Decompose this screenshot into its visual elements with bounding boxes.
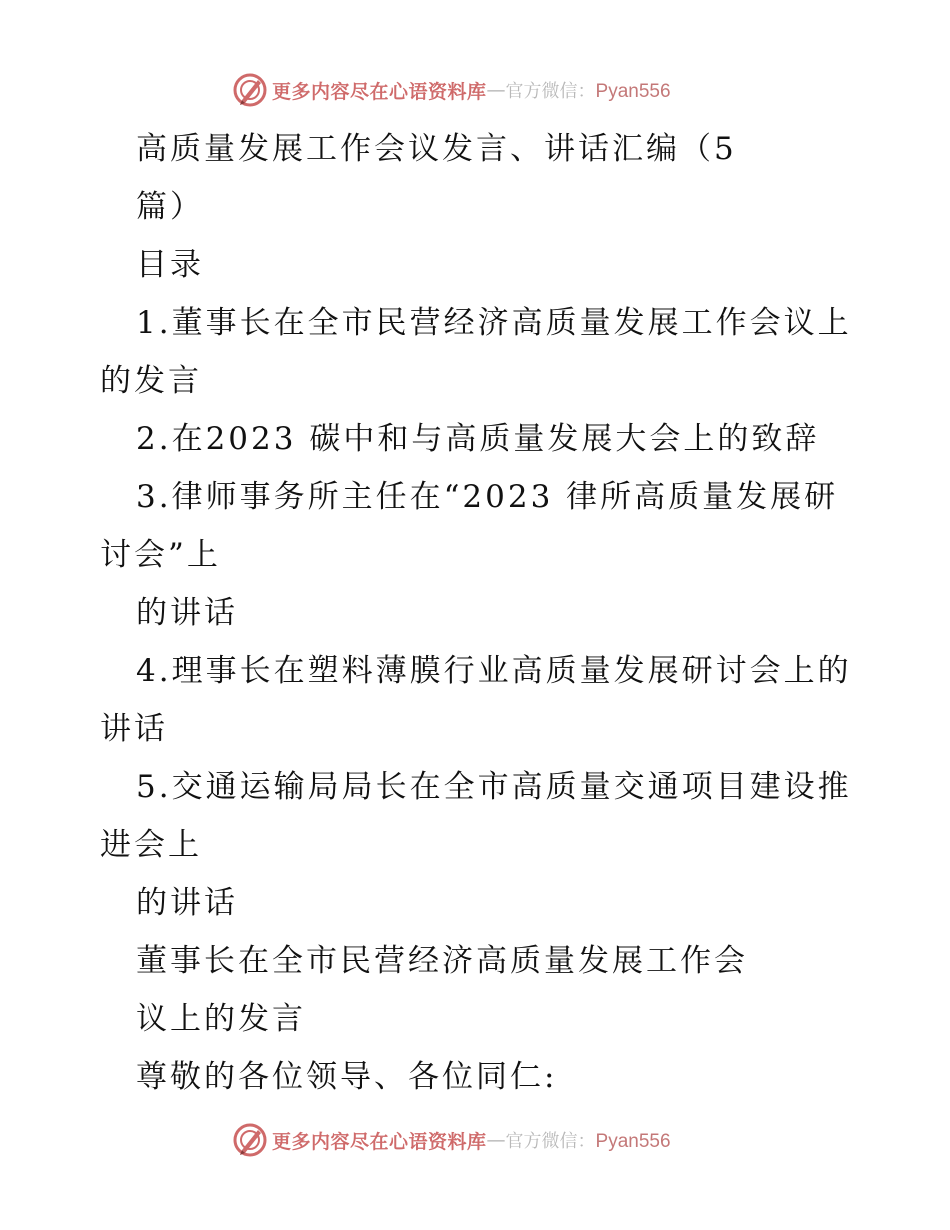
watermark-dash: — bbox=[486, 79, 506, 101]
document-line: 1.董事长在全市民营经济高质量发展工作会议上 bbox=[136, 305, 852, 341]
watermark-wechat-label: 官方微信： bbox=[505, 81, 596, 102]
document-line: 3.律师事务所主任在“2023 律所高质量发展研 bbox=[136, 479, 839, 515]
watermark-wechat bbox=[506, 77, 671, 103]
document-line: 尊敬的各位领导、各位同仁: bbox=[136, 1059, 558, 1095]
document-line: 进会上 bbox=[100, 827, 202, 863]
watermark-wechat-id: Pyan556 bbox=[595, 1131, 671, 1152]
document-line: 4.理事长在塑料薄膜行业高质量发展研讨会上的 bbox=[136, 653, 852, 689]
document-line: 董事长在全市民营经济高质量发展工作会 bbox=[136, 943, 748, 979]
document-body bbox=[100, 120, 860, 1106]
document-line: 2.在2023 碳中和与高质量发展大会上的致辞 bbox=[136, 421, 820, 457]
pen-logo-icon bbox=[232, 1122, 268, 1158]
document-line: 篇） bbox=[136, 189, 204, 225]
document-line: 的讲话 bbox=[136, 595, 238, 631]
pen-logo-icon bbox=[232, 72, 268, 108]
footer-watermark bbox=[232, 1120, 671, 1160]
header-watermark bbox=[232, 70, 671, 110]
watermark-text: 更多内容尽在心语资料库 bbox=[272, 1130, 487, 1153]
watermark-text: 更多内容尽在心语资料库 bbox=[272, 80, 487, 103]
watermark-wechat-id: Pyan556 bbox=[595, 81, 671, 102]
watermark-dash: — bbox=[486, 1129, 506, 1151]
document-line: 目录 bbox=[136, 247, 204, 283]
watermark-wechat bbox=[506, 1127, 671, 1153]
document-line: 的讲话 bbox=[136, 885, 238, 921]
document-line: 讨会”上 bbox=[100, 537, 221, 573]
document-line: 的发言 bbox=[100, 363, 202, 399]
document-line: 5.交通运输局局长在全市高质量交通项目建设推 bbox=[136, 769, 852, 805]
document-line: 高质量发展工作会议发言、讲话汇编（5 bbox=[136, 131, 737, 167]
document-line: 议上的发言 bbox=[136, 1001, 306, 1037]
document-line: 讲话 bbox=[100, 711, 168, 747]
watermark-wechat-label: 官方微信： bbox=[505, 1131, 596, 1152]
